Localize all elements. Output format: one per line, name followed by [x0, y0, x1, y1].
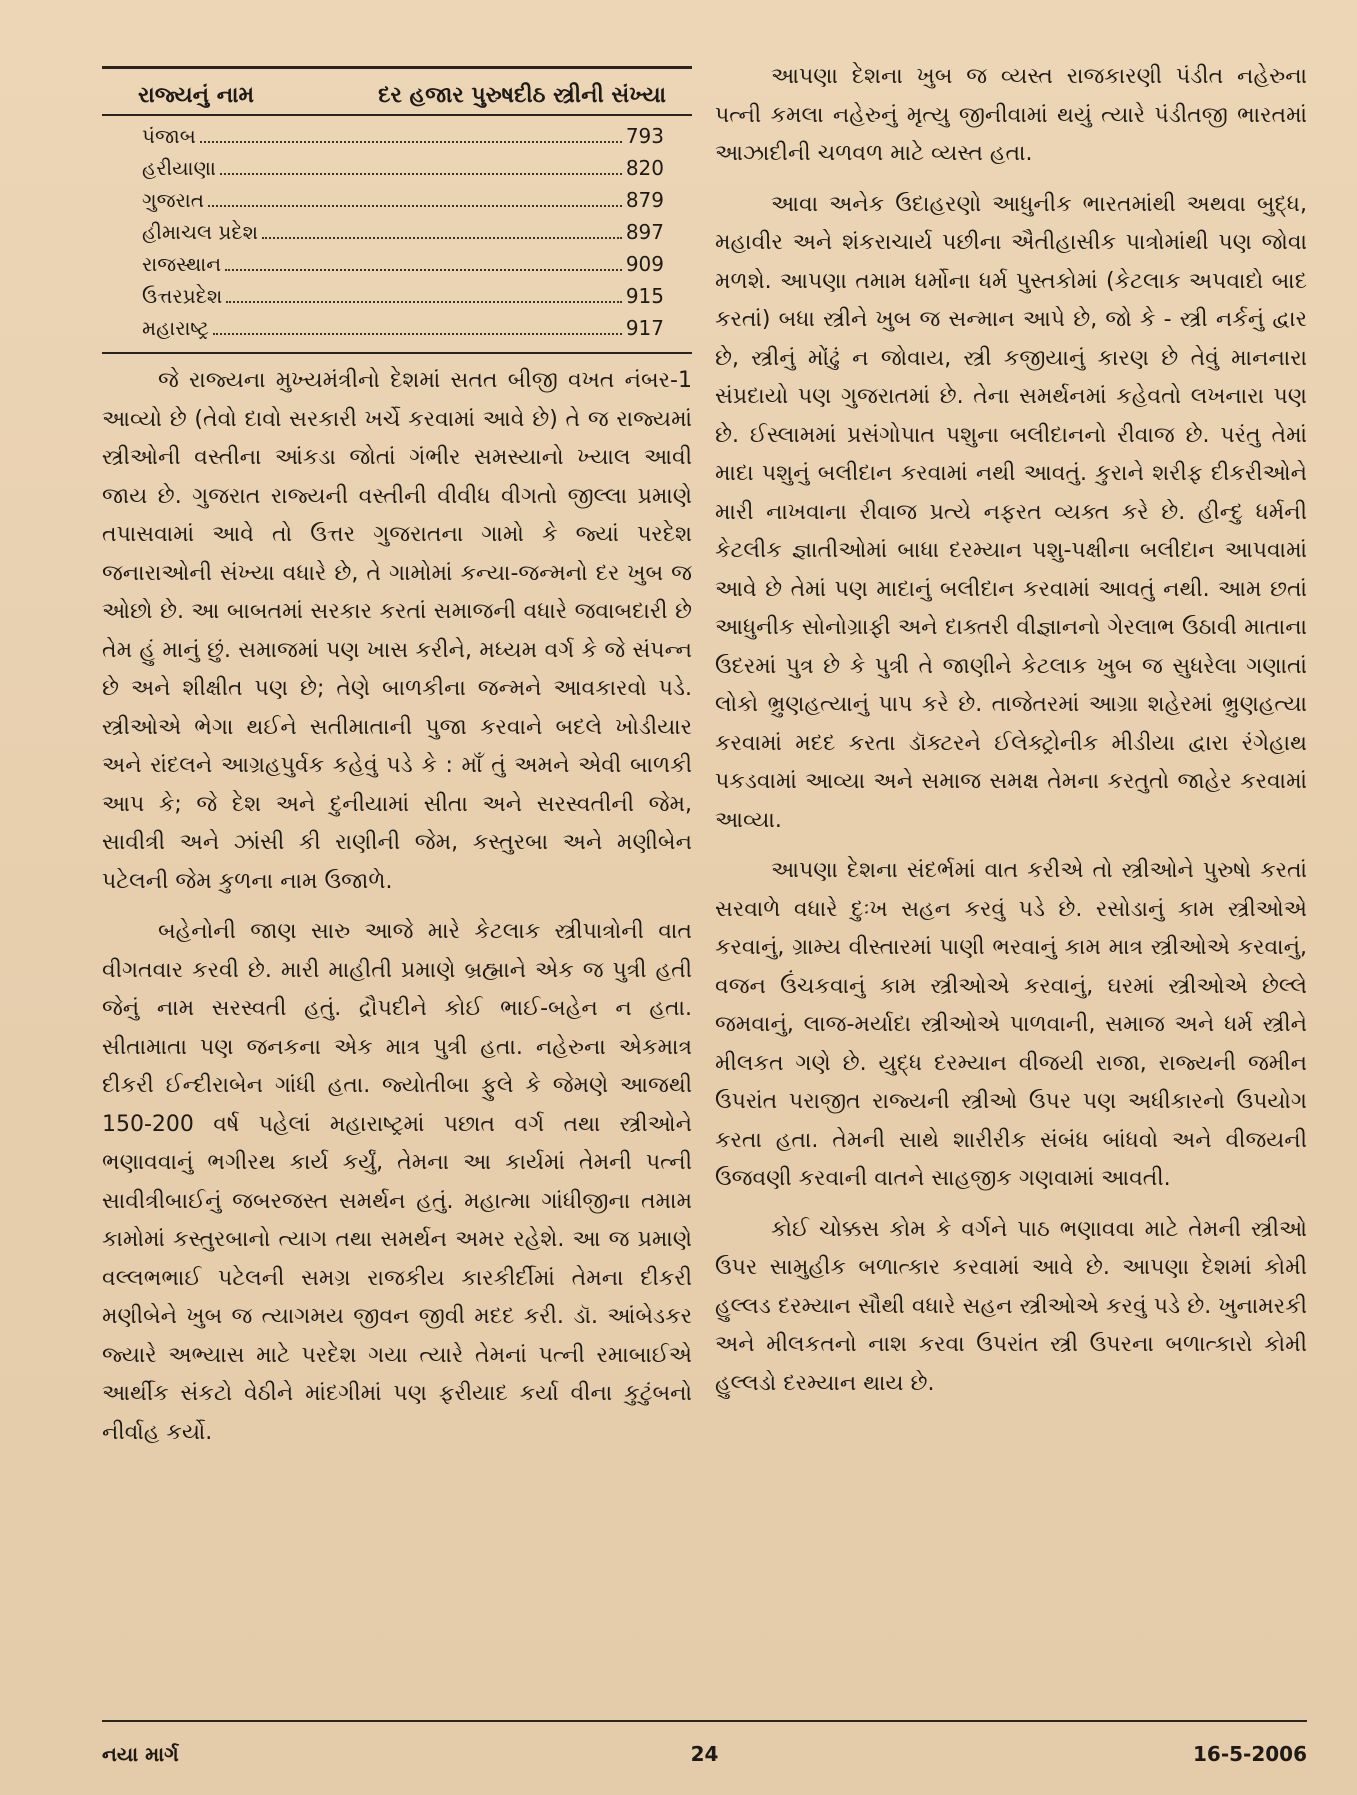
table-row-value: 915: [625, 284, 664, 308]
body-paragraph: કોઈ ચોક્કસ કોમ કે વર્ગને પાઠ ભણાવવા માટે તેમની સ્ત્રીઓ ઉપર સામુહીક બળાત્કાર કરવામાં આવે છે. આપણા દેશમાં કોમી હુલ્લડ દરમ્યાન સૌથી વધારે સહન સ્ત્રીઓએ કરવું પડે છે. ખુનામરકી અને મીલકતનો નાશ કરવા ઉપરાંત સ્ત્રી ઉપરના બળાત્કારો કોમી હુલ્લડો દરમ્યાન થાય છે.: [715, 1216, 1307, 1396]
table-row: [142, 120, 664, 152]
page-number: 24: [690, 1742, 719, 1766]
table-row: [142, 216, 664, 248]
table-row-state: રાજસ્થાન: [142, 252, 222, 276]
table-header-value: દર હજાર પુરુષદીઠ સ્ત્રીની સંખ્યા: [378, 83, 666, 108]
right-column: [715, 58, 1307, 1415]
dot-leader: [220, 173, 622, 175]
table-row-state: ઉત્તરપ્રદેશ: [142, 284, 223, 308]
body-paragraph: આપણા દેશના સંદર્ભમાં વાત કરીએ તો સ્ત્રીઓને પુરુષો કરતાં સરવાળે વધારે દુઃખ સહન કરવું પડે છે. રસોડાનું કામ સ્ત્રીઓએ કરવાનું, ગ્રામ્ય વીસ્તારમાં પાણી ભરવાનું કામ માત્ર સ્ત્રીઓએ કરવાનું, વજન ઉંચકવાનું કામ સ્ત્રીઓએ કરવાનું, ઘરમાં સ્ત્રીઓએ છેલ્લે જમવાનું, લાજ-મર્યાદા સ્ત્રીઓએ પાળવાની, સમાજ અને ધર્મ સ્ત્રીને મીલકત ગણે છે. યુદ્ધ દરમ્યાન વીજયી રાજા, રાજ્યની જમીન ઉપરાંત પરાજીત રાજ્યની સ્ત્રીઓ ઉપર પણ અધીકારનો ઉપયોગ કરતા હતા. તેમની સાથે શારીરીક સંબંધ બાંધવો અને વીજયની ઉજવણી કરવાની વાતને સાહજીક ગણવામાં આવતી.: [715, 858, 1307, 1191]
table-header-state: રાજ્યનું નામ: [138, 83, 255, 108]
dot-leader: [262, 237, 622, 239]
table-header: [102, 69, 692, 116]
table-row-state: હરીયાણા: [142, 156, 216, 180]
table-row: [142, 184, 664, 216]
dot-leader: [208, 205, 622, 207]
body-paragraph: આપણા દેશના ખુબ જ વ્યસ્ત રાજકારણી પંડીત નહેરુના પત્ની કમલા નહેરુનું મૃત્યુ જીનીવામાં થયું ત્યારે પંડીતજી ભારતમાં આઝાદીની ચળવળ માટે વ્યસ્ત હતા.: [715, 64, 1307, 166]
body-paragraph: આવા અનેક ઉદાહરણો આધુનીક ભારતમાંથી અથવા બુદ્ધ, મહાવીર અને શંકરાચાર્ય પછીના ઐતીહાસીક પાત્રોમાંથી પણ જોવા મળશે. આપણા તમામ ધર્મોના ધર્મ પુસ્તકોમાં (કેટલાક અપવાદો બાદ કરતાં) બધા સ્ત્રીને ખુબ જ સન્માન આપે છે, જો કે - સ્ત્રી નર્કનું દ્વાર છે, સ્ત્રીનું મોંઢું ન જોવાય, સ્ત્રી કજીયાનું કારણ છે તેવું માનનારા સંપ્રદાયો પણ ગુજરાતમાં છે. તેના સમર્થનમાં કહેવતો લખનારા પણ છે. ઈસ્લામમાં પ્રસંગોપાત પશુના બલીદાનનો રીવાજ છે. પરંતુ તેમાં માદા પશુનું બલીદાન કરવામાં નથી આવતું. કુરાને શરીફ દીકરીઓને મારી નાખવાના રીવાજ પ્રત્યે નફરત વ્યક્ત કરે છે. હીન્દુ ધર્મની કેટલીક જ્ઞાતીઓમાં બાધા દરમ્યાન પશુ-પક્ષીના બલીદાન આપવામાં આવે છે તેમાં પણ માદાનું બલીદાન કરવામાં આવતું નથી. આમ છતાં આધુનીક સોનોગ્રાફી અને દાક્તરી વીજ્ઞાનનો ગેરલાભ ઉઠાવી માતાના ઉદરમાં પુત્ર છે કે પુત્રી તે જાણીને કેટલાક ખુબ જ સુધરેલા ગણાતાં લોકો ભ્રુણહત્યાનું પાપ કરે છે. તાજેતરમાં આગ્રા શહેરમાં ભ્રુણહત્યા કરવામાં મદદ કરતા ડૉક્ટરને ઈલેક્ટ્રોનીક મીડીયા દ્વારા રંગેહાથ પકડવામાં આવ્યા અને સમાજ સમક્ષ તેમના કરતુતો જાહેર કરવામાં આવ્યા.: [715, 191, 1307, 833]
table-body: [102, 116, 692, 352]
table-row-value: 820: [625, 156, 664, 180]
body-paragraph: બહેનોની જાણ સારુ આજે મારે કેટલાક સ્ત્રીપાત્રોની વાત વીગતવાર કરવી છે. મારી માહીતી પ્રમાણે બ્રહ્માને એક જ પુત્રી હતી જેનું નામ સરસ્વતી હતું. દ્રૌપદીને કોઈ ભાઈ-બહેન ન હતા. સીતામાતા પણ જનકના એક માત્ર પુત્રી હતા. નહેરુના એકમાત્ર દીકરી ઈન્દીરાબેન ગાંધી હતા. જ્યોતીબા ફુલે કે જેમણે આજથી 150-200 વર્ષ પહેલાં મહારાષ્ટ્રમાં પછાત વર્ગ તથા સ્ત્રીઓને ભણાવવાનું ભગીરથ કાર્ય કર્યું, તેમના આ કાર્યમાં તેમની પત્ની સાવીત્રીબાઈનું જબરજસ્ત સમર્થન હતું. મહાત્મા ગાંધીજીના તમામ કામોમાં કસ્તુરબાનો ત્યાગ તથા સમર્થન અમર રહેશે. આ જ પ્રમાણે વલ્લભભાઈ પટેલની સમગ્ર રાજકીય કારકીર્દીમાં તેમના દીકરી મણીબેને ખુબ જ ત્યાગમય જીવન જીવી મદદ કરી. ડૉ. આંબેડકર જ્યારે અભ્યાસ માટે પરદેશ ગયા ત્યારે તેમનાં પત્ની રમાબાઈએ આર્થીક સંકટો વેઠીને માંદગીમાં પણ ફરીયાદ કર્યા વીના કુટુંબનો નીર્વાહ કર્યો.: [102, 919, 692, 1445]
table-row: [142, 280, 664, 312]
table-row-state: મહારાષ્ટ્ર: [142, 316, 209, 340]
dot-leader: [213, 333, 622, 335]
table-bottom-rule: [102, 352, 692, 354]
table-row-value: 917: [625, 316, 664, 340]
dot-leader: [225, 269, 622, 271]
left-column: [102, 58, 692, 1464]
table-row: [142, 248, 664, 280]
dot-leader: [200, 141, 622, 143]
table-row-state: હીમાચલ પ્રદેશ: [142, 220, 259, 244]
publication-name: નયા માર્ગ: [102, 1742, 179, 1766]
table-row: [142, 152, 664, 184]
table-row-value: 793: [625, 124, 664, 148]
table-row-value: 909: [625, 252, 664, 276]
table-row-state: પંજાબ: [142, 124, 196, 148]
table-row-state: ગુજરાત: [142, 188, 205, 212]
body-paragraph: જે રાજ્યના મુખ્યમંત્રીનો દેશમાં સતત બીજી વખત નંબર-1 આવ્યો છે (તેવો દાવો સરકારી ખર્ચે કરવામાં આવે છે) તે જ રાજ્યમાં સ્ત્રીઓની વસ્તીના આંકડા જોતાં ગંભીર સમસ્યાનો ખ્યાલ આવી જાય છે. ગુજરાત રાજ્યની વસ્તીની વીવીધ વીગતો જીલ્લા પ્રમાણે તપાસવામાં આવે તો ઉત્તર ગુજરાતના ગામો કે જ્યાં પરદેશ જનારાઓની સંખ્યા વધારે છે, તે ગામોમાં કન્યા-જન્મનો દર ખુબ જ ઓછો છે. આ બાબતમાં સરકાર કરતાં સમાજની વધારે જવાબદારી છે તેમ હું માનું છું. સમાજમાં પણ ખાસ કરીને, મધ્યમ વર્ગ કે જે સંપન્ન છે અને શીક્ષીત પણ છે; તેણે બાળકીના જન્મને આવકારવો પડે. સ્ત્રીઓએ ભેગા થઈને સતીમાતાની પુજા કરવાને બદલે ખોડીયાર અને રાંદલને આગ્રહપુર્વક કહેવું પડે કે : માઁ તું અમને એવી બાળકી આપ કે; જે દેશ અને દુનીયામાં સીતા અને સરસ્વતીની જેમ, સાવીત્રી અને ઝાંસી કી રાણીની જેમ, કસ્તુરબા અને મણીબેન પટેલની જેમ કુળના નામ ઉજાળે.: [102, 368, 692, 894]
page-footer: [102, 1720, 1307, 1772]
table-row: [142, 312, 664, 344]
table-row-value: 897: [625, 220, 664, 244]
dot-leader: [226, 301, 621, 303]
table-row-value: 879: [625, 188, 664, 212]
issue-date: 16-5-2006: [1192, 1742, 1307, 1766]
